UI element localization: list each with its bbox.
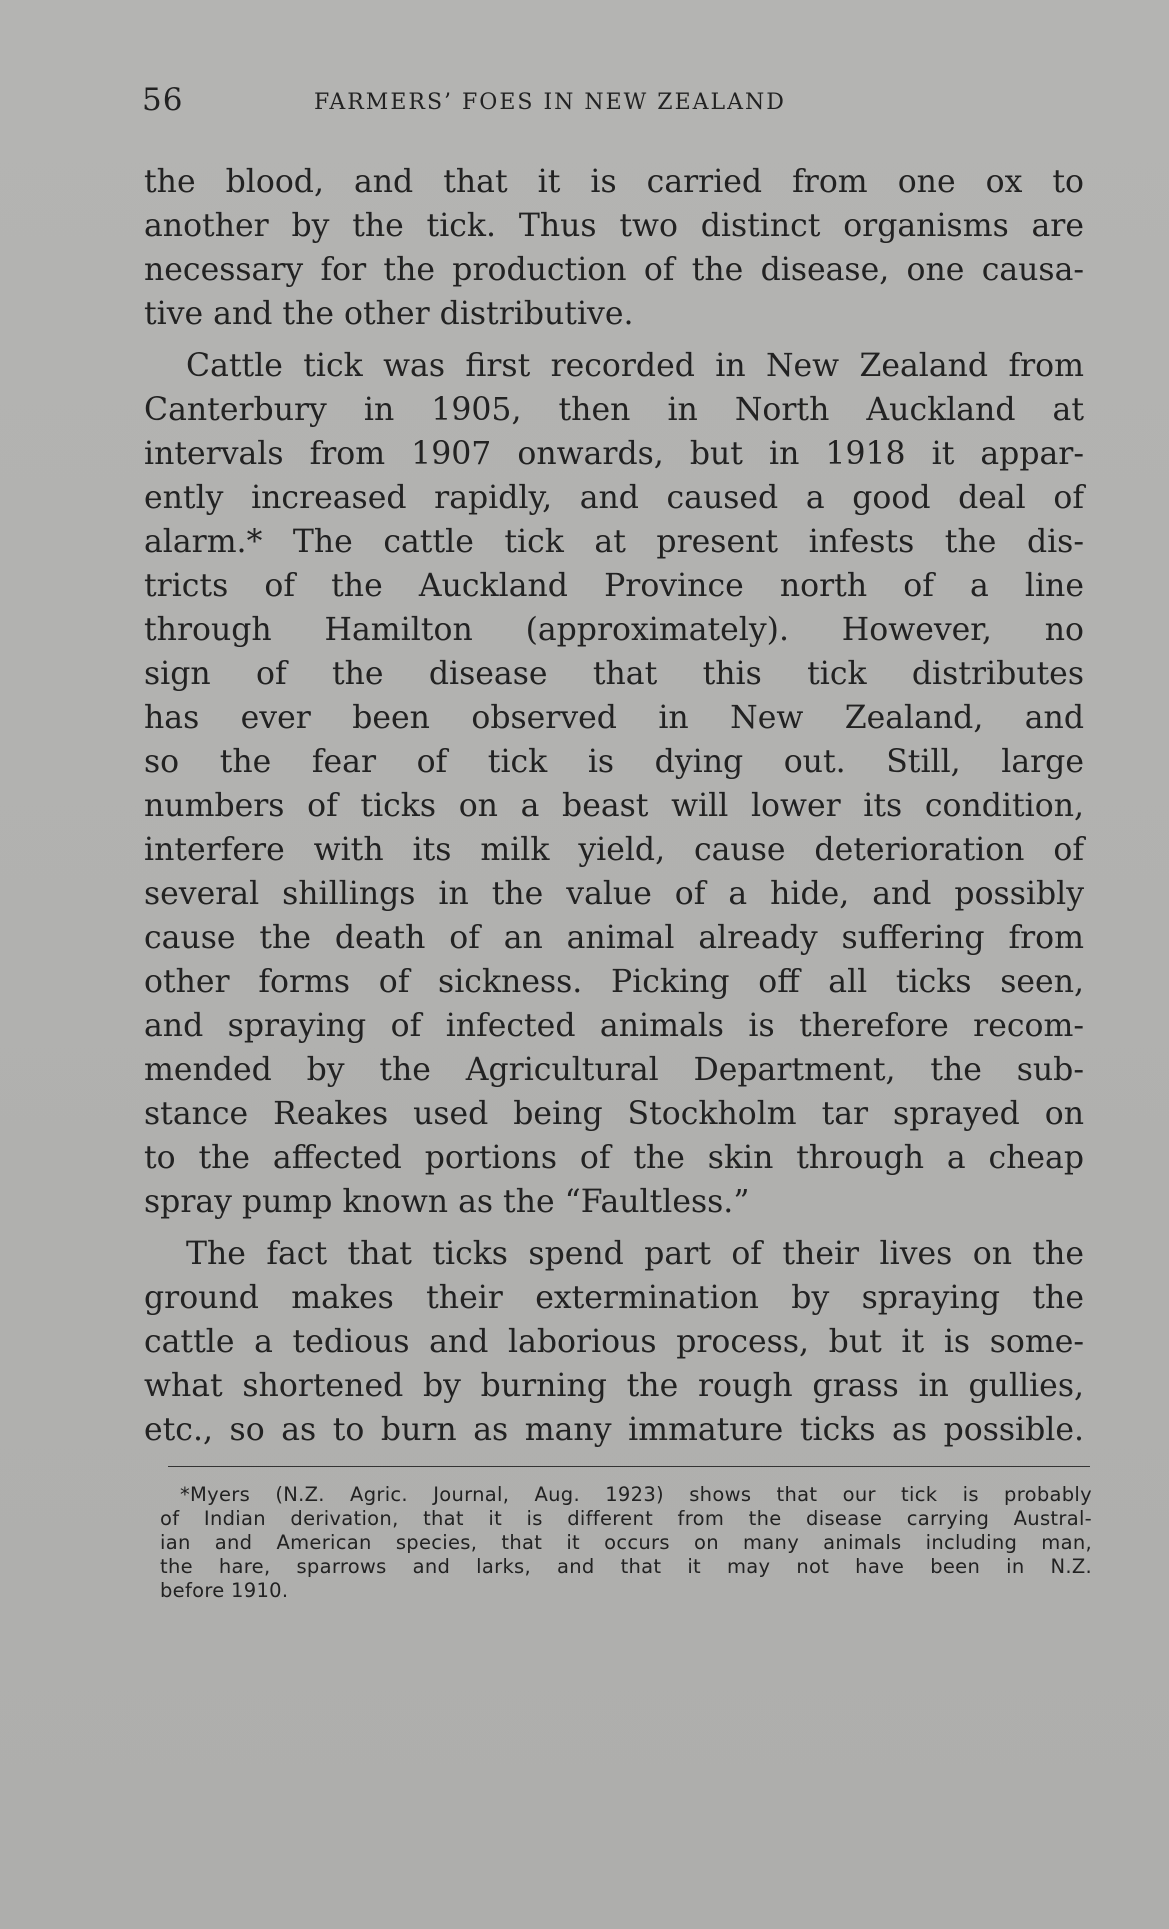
page-header [142,82,1082,122]
text-line: what shortened by burning the rough grass in gullies, [144,1368,1084,1404]
text-line: to the affected portions of the skin through a cheap [144,1140,1084,1176]
text-line: necessary for the production of the disease, one causa- [144,252,1084,288]
text-line: interfere with its milk yield, cause deterioration of [144,832,1084,868]
text-line: Canterbury in 1905, then in North Auckland at [144,392,1084,428]
text-line: mended by the Agricultural Department, the sub- [144,1052,1084,1088]
text-line: tive and the other distributive. [144,296,634,332]
text-line: and spraying of infected animals is therefore recom- [144,1008,1084,1044]
text-line: sign of the disease that this tick distributes [144,656,1084,692]
footnote-line: before 1910. [160,1579,289,1602]
paragraph-cattle-tick [144,344,1084,1224]
text-line: has ever been observed in New Zealand, and [144,700,1084,736]
text-line: another by the tick. Thus two distinct organisms are [144,208,1084,244]
text-line: spray pump known as the “Faultless.” [144,1184,750,1220]
text-line: intervals from 1907 onwards, but in 1918 it appar- [144,436,1084,472]
footnote-line: of Indian derivation, that it is different from the disease carrying Austral- [160,1507,1092,1530]
footnote-line: the hare, sparrows and larks, and that it may not have been in N.Z. [160,1555,1092,1578]
text-line: The fact that ticks spend part of their lives on the [186,1236,1084,1272]
paragraph-extermination [144,1232,1084,1452]
running-head: FARMERS’ FOES IN NEW ZEALAND [314,90,786,115]
footnote-line: *Myers (N.Z. Agric. Journal, Aug. 1923) shows that our tick is probably [180,1483,1092,1506]
text-line: stance Reakes used being Stockholm tar sprayed on [144,1096,1084,1132]
text-line: tricts of the Auckland Province north of a line [144,568,1084,604]
text-line: Cattle tick was first recorded in New Zealand from [186,348,1084,384]
text-line: ground makes their extermination by spraying the [144,1280,1084,1316]
text-line: other forms of sickness. Picking off all ticks seen, [144,964,1084,1000]
text-line: cause the death of an animal already suffering from [144,920,1084,956]
text-line: cattle a tedious and laborious process, but it is some- [144,1324,1084,1360]
text-line: several shillings in the value of a hide, and possibly [144,876,1084,912]
text-line: ently increased rapidly, and caused a good deal of [144,480,1084,516]
text-line: numbers of ticks on a beast will lower its condition, [144,788,1084,824]
footnote-divider [168,1466,1090,1467]
text-line: the blood, and that it is carried from one ox to [144,164,1084,200]
body-text [144,160,1084,1460]
text-line: so the fear of tick is dying out. Still, large [144,744,1084,780]
footnote-line: ian and American species, that it occurs on many animals including man, [160,1531,1092,1554]
text-line: alarm.* The cattle tick at present infests the dis- [144,524,1084,560]
footnote [160,1483,1092,1603]
page-number: 56 [142,82,184,118]
text-line: etc., so as to burn as many immature ticks as possible. [144,1412,1084,1448]
paragraph-continuation [144,160,1084,336]
text-line: through Hamilton (approximately). However, no [144,612,1084,648]
